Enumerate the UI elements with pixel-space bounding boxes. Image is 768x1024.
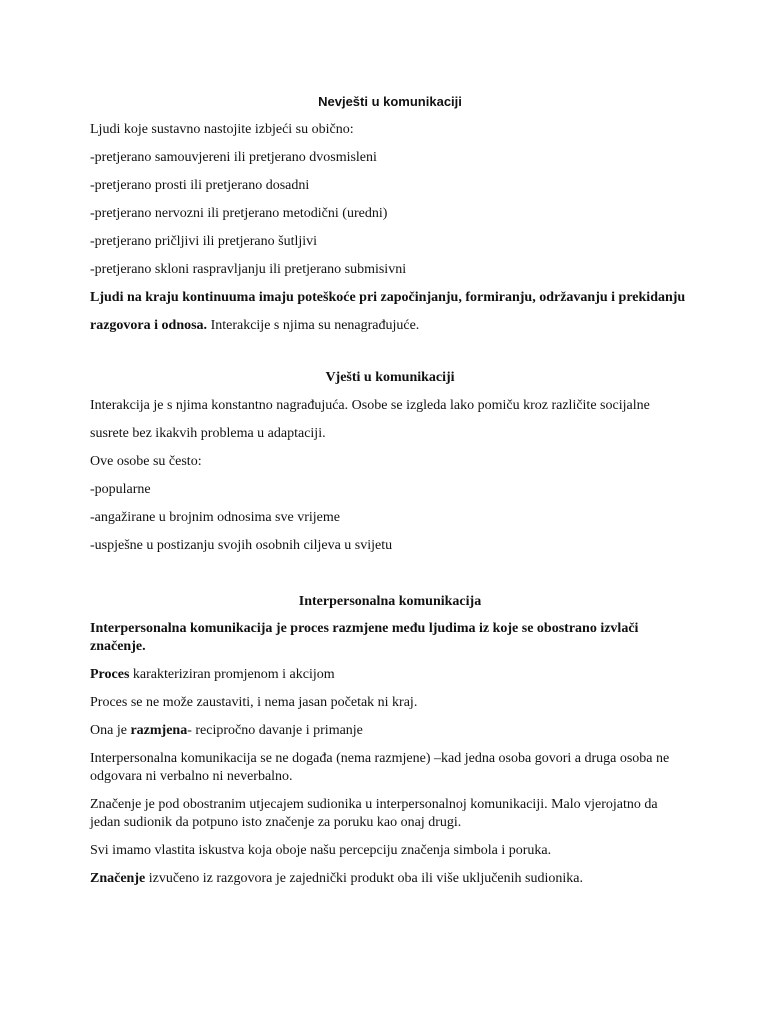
paragraph-text: - recipročno davanje i primanje bbox=[187, 723, 363, 738]
paragraph-text: Ona je bbox=[90, 723, 131, 738]
list-item: -angažirane u brojnim odnosima sve vrijeme bbox=[90, 510, 340, 525]
section3-paragraph bbox=[90, 722, 690, 740]
bold-term: Proces bbox=[90, 667, 130, 682]
list-item: -uspješne u postizanju svojih osobnih ciljeva u svijetu bbox=[90, 538, 393, 553]
list-item: -pretjerano samouvjereni ili pretjerano dvosmisleni bbox=[90, 150, 377, 165]
summary-text: Interakcije s njima su nenagrađujuće. bbox=[207, 318, 420, 333]
section3-paragraph: Značenje je pod obostranim utjecajem sudionika u interpersonalnoj komunikaciji. Malo vjerojatno da jedan sudionik da potpuno isto značenje za poruku kao onaj drugi. bbox=[90, 797, 658, 830]
section-title-interpersonalna: Interpersonalna komunikacija bbox=[298, 594, 482, 609]
list-item: -pretjerano prosti ili pretjerano dosadni bbox=[90, 178, 310, 193]
bold-term: razmjena bbox=[130, 723, 188, 738]
paragraph-text: karakteriziran promjenom i akcijom bbox=[129, 667, 335, 682]
list-item: -pretjerano skloni raspravljanju ili pretjerano submisivni bbox=[90, 262, 407, 277]
section3-paragraph bbox=[90, 870, 690, 888]
section2-lead: Ove osobe su često: bbox=[90, 454, 202, 469]
section-title-nevjesti: Nevješti u komunikaciji bbox=[318, 94, 462, 109]
section-title-vjesti: Vješti u komunikaciji bbox=[325, 370, 455, 385]
section3-definition: Interpersonalna komunikacija je proces razmjene među ljudima iz koje se obostrano izvlači značenje. bbox=[90, 621, 639, 654]
section1-summary bbox=[90, 284, 690, 340]
list-item: -pretjerano pričljivi ili pretjerano šutljivi bbox=[90, 234, 318, 249]
section3-paragraph: Svi imamo vlastita iskustva koja oboje našu percepciju značenja simbola i poruka. bbox=[90, 843, 552, 858]
list-item: -pretjerano nervozni ili pretjerano metodični (uredni) bbox=[90, 206, 388, 221]
section3-paragraph bbox=[90, 666, 690, 684]
summary-bold-text: Ljudi na kraju kontinuuma imaju poteškoće pri započinjanju, formiranju, održavanju i prekidanju razgovora i odnosa. bbox=[90, 290, 686, 333]
section3-paragraph: Interpersonalna komunikacija se ne događa (nema razmjene) –kad jedna osoba govori a druga osoba ne odgovara ni verbalno ni neverbalno. bbox=[90, 751, 670, 784]
section2-intro: Interakcija je s njima konstantno nagrađujuća. Osobe se izgleda lako pomiču kroz različite socijalne susrete bez ikakvih problema u adaptaciji. bbox=[90, 398, 650, 441]
list-item: -popularne bbox=[90, 482, 151, 497]
paragraph-text: izvučeno iz razgovora je zajednički produkt oba ili više uključenih sudionika. bbox=[145, 871, 583, 886]
section1-intro: Ljudi koje sustavno nastojite izbjeći su obično: bbox=[90, 122, 354, 137]
section3-paragraph: Proces se ne može zaustaviti, i nema jasan početak ni kraj. bbox=[90, 695, 418, 710]
bold-term: Značenje bbox=[90, 871, 146, 886]
document-page bbox=[90, 92, 690, 898]
